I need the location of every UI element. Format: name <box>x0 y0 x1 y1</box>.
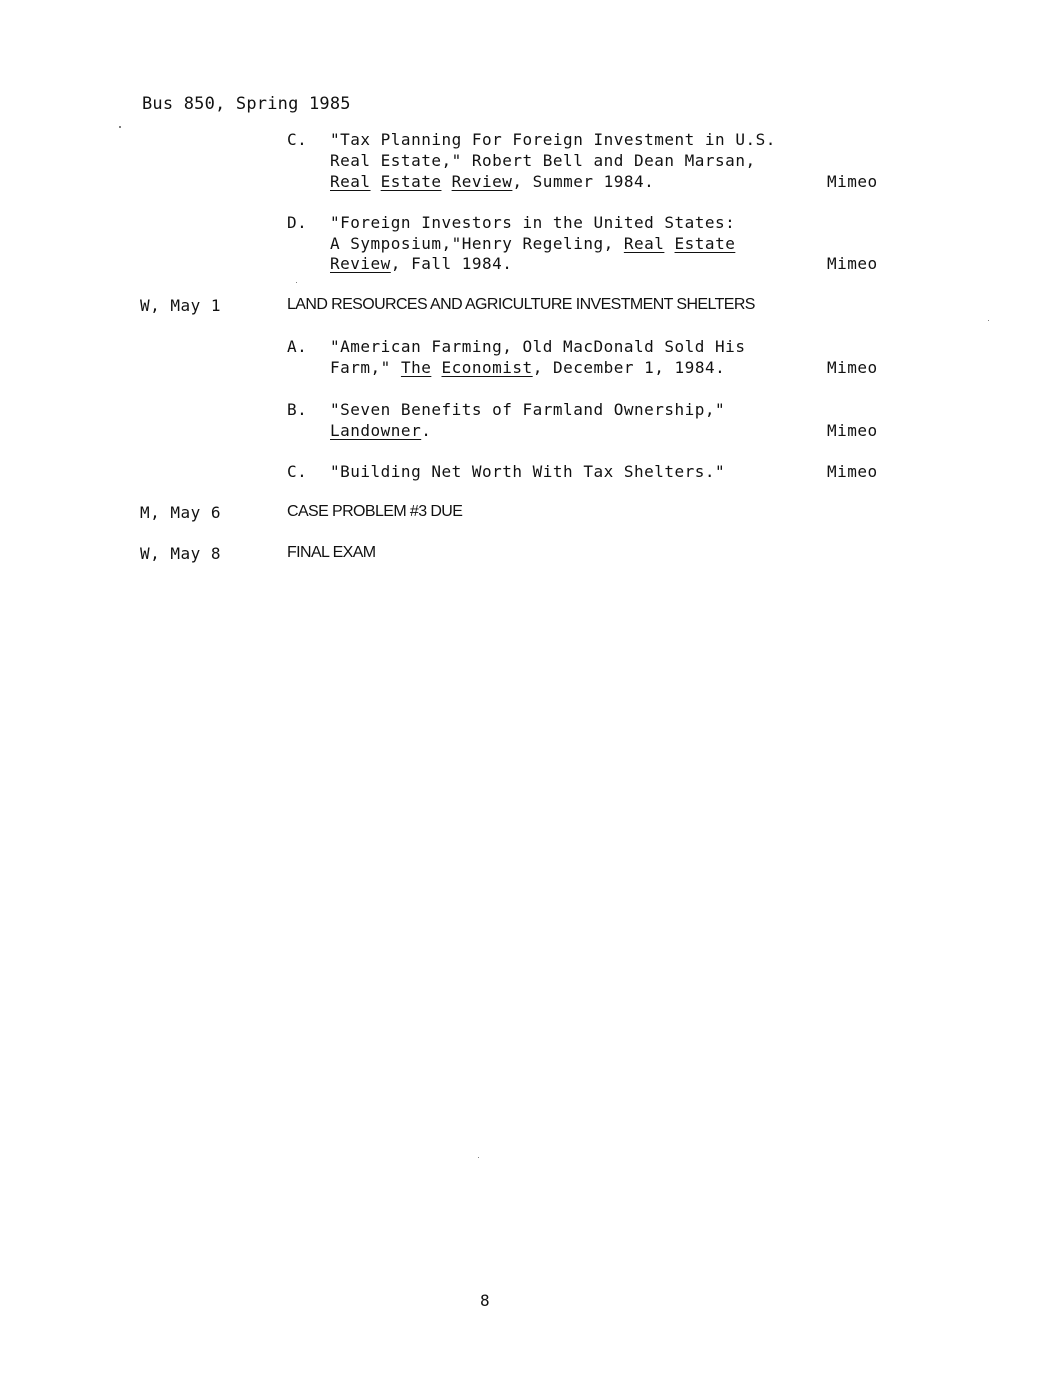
text-segment <box>431 358 441 377</box>
scan-speck <box>296 282 297 283</box>
scan-speck <box>988 320 989 321</box>
reading-line <box>330 462 725 481</box>
text-segment: "American Farming, Old MacDonald Sold His <box>330 337 746 356</box>
letter-d: D. <box>287 213 308 232</box>
text-segment <box>664 234 674 253</box>
session-date: W, May 1 <box>140 296 222 315</box>
text-segment: A Symposium,"Henry Regeling, <box>330 234 624 253</box>
session-title: LAND RESOURCES AND AGRICULTURE INVESTMENT SHELTERS <box>287 296 755 313</box>
page-number: 8 <box>480 1291 491 1310</box>
reading-line <box>330 400 725 419</box>
underlined-title-segment: Economist <box>441 358 533 377</box>
underlined-title-segment: Estate <box>674 234 736 253</box>
reading-line <box>330 130 776 149</box>
underlined-title-segment: Review <box>330 254 391 273</box>
text-segment <box>371 172 381 191</box>
session-title: CASE PROBLEM #3 DUE <box>287 503 463 520</box>
source-label: Mimeo <box>827 462 878 481</box>
letter-c-1: C. <box>287 130 308 149</box>
text-segment: , December 1, 1984. <box>532 358 726 377</box>
letter-b: B. <box>287 400 308 419</box>
session-date: W, May 8 <box>140 544 222 563</box>
text-segment: "Foreign Investors in the United States: <box>330 213 736 232</box>
text-segment: "Seven Benefits of Farmland Ownership," <box>330 400 726 419</box>
scan-speck <box>119 126 121 128</box>
reading-line <box>330 151 756 170</box>
text-segment: Farm," <box>330 358 401 377</box>
source-label: Mimeo <box>827 358 878 377</box>
text-segment: "Building Net Worth With Tax Shelters." <box>330 462 726 481</box>
text-segment: . <box>421 421 432 440</box>
underlined-title-segment: Real <box>330 172 371 191</box>
reading-line <box>330 421 431 440</box>
underlined-title-segment: Real <box>623 234 665 253</box>
source-label: Mimeo <box>827 254 878 273</box>
underlined-title-segment: The <box>400 358 432 377</box>
scan-speck <box>478 1157 479 1158</box>
reading-line <box>330 337 745 356</box>
underlined-title-segment: Landowner <box>330 421 422 440</box>
session-title: FINAL EXAM <box>287 544 376 561</box>
reading-line <box>330 234 735 253</box>
course-header: Bus 850, Spring 1985 <box>142 94 351 114</box>
letter-a: A. <box>287 337 308 356</box>
reading-line <box>330 358 725 377</box>
text-segment: "Tax Planning For Foreign Investment in U.S. <box>330 130 776 149</box>
session-date: M, May 6 <box>140 503 222 522</box>
text-segment <box>441 172 451 191</box>
reading-line <box>330 254 512 273</box>
reading-line <box>330 213 735 232</box>
text-segment: Real Estate," Robert Bell and Dean Marsan, <box>330 151 756 170</box>
text-segment: , Summer 1984. <box>512 172 655 191</box>
source-label: Mimeo <box>827 421 878 440</box>
underlined-title-segment: Estate <box>380 172 442 191</box>
text-segment: , Fall 1984. <box>390 254 513 273</box>
source-label: Mimeo <box>827 172 878 191</box>
letter-c-2: C. <box>287 462 308 481</box>
reading-line <box>330 172 654 191</box>
underlined-title-segment: Review <box>451 172 513 191</box>
